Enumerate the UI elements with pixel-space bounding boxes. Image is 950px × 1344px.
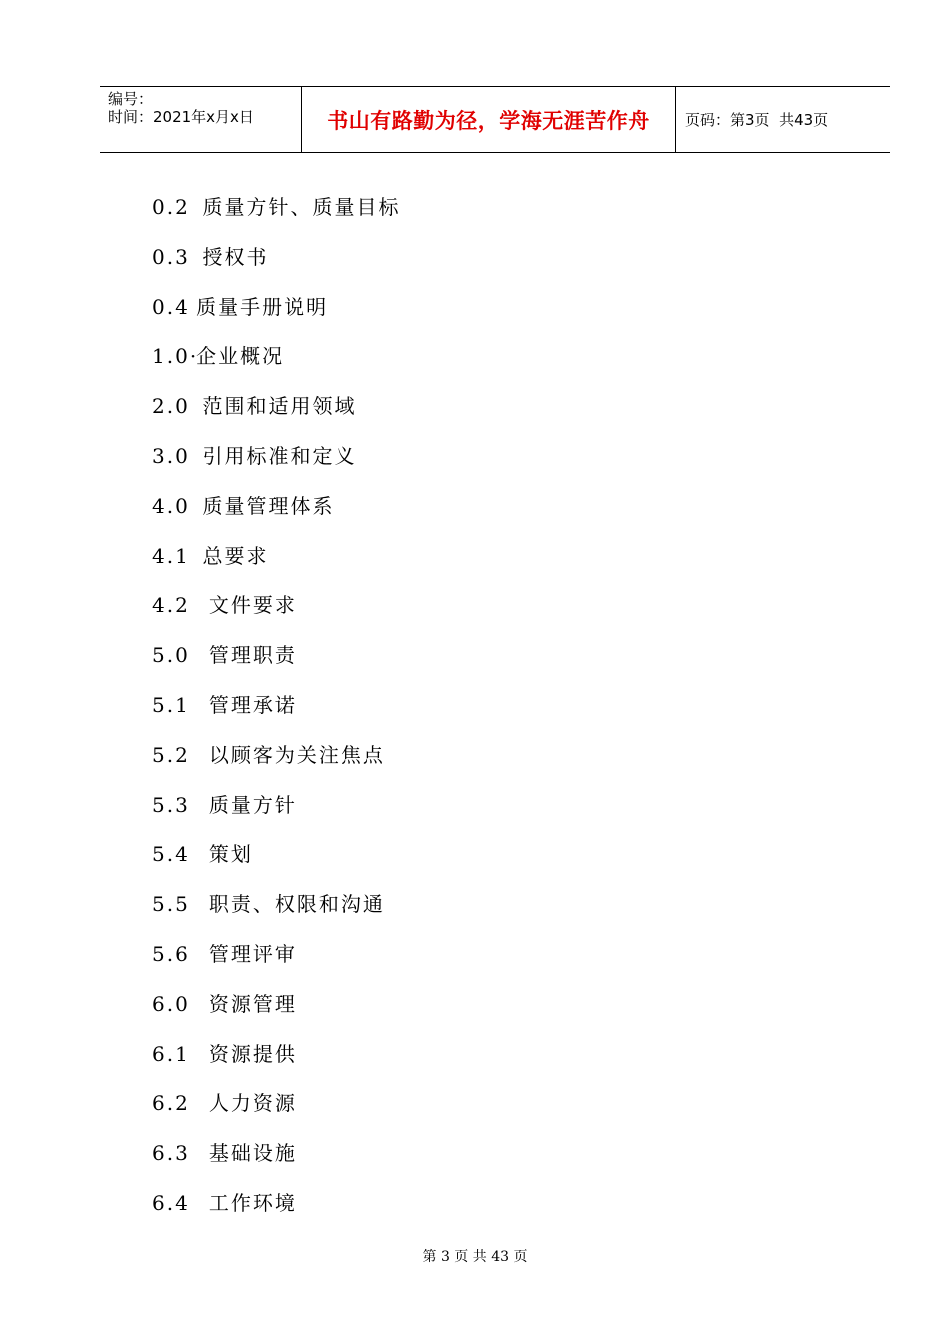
toc-entry-title: 质量方针 bbox=[208, 792, 297, 817]
toc-entry-number: 5.4 bbox=[152, 842, 190, 867]
toc-entry-number: 6.1 bbox=[152, 1041, 190, 1066]
toc-entry bbox=[152, 1034, 401, 1084]
toc-entry-separator bbox=[190, 444, 203, 468]
toc-entry-title: 质量手册说明 bbox=[196, 294, 329, 319]
toc-entry-separator: · bbox=[189, 344, 197, 369]
toc-entry bbox=[152, 386, 401, 436]
page-footer: 第 3 页 共 43 页 bbox=[422, 1249, 528, 1265]
toc-entry-separator bbox=[190, 992, 209, 1016]
toc-entry-separator bbox=[190, 593, 209, 617]
toc-entry-separator bbox=[190, 1042, 209, 1066]
toc-entry bbox=[152, 585, 401, 635]
toc-entry-number: 1.0 bbox=[152, 344, 190, 369]
toc-entry-title: 资源管理 bbox=[208, 991, 297, 1016]
toc-entry-number: 5.3 bbox=[152, 792, 190, 817]
toc-entry-number: 5.2 bbox=[152, 742, 190, 767]
toc-entry bbox=[152, 735, 401, 785]
toc-entry-separator bbox=[190, 394, 203, 418]
toc-entry bbox=[152, 237, 401, 287]
page-header bbox=[100, 86, 890, 153]
header-meta bbox=[108, 90, 254, 126]
toc-entry-title: 授权书 bbox=[202, 244, 269, 269]
toc-entry-title: 文件要求 bbox=[208, 593, 297, 618]
toc-entry-separator bbox=[190, 842, 209, 866]
toc-entry-title: 总要求 bbox=[202, 543, 269, 568]
table-of-contents bbox=[152, 187, 401, 1233]
toc-entry-title: 策划 bbox=[208, 842, 253, 867]
toc-entry bbox=[152, 884, 401, 934]
toc-entry-separator bbox=[190, 195, 203, 219]
toc-entry-separator bbox=[190, 743, 209, 767]
toc-entry-number: 5.5 bbox=[152, 892, 190, 917]
toc-entry-number: 6.4 bbox=[152, 1190, 190, 1215]
toc-entry bbox=[152, 486, 401, 536]
toc-entry-number: 2.0 bbox=[152, 394, 190, 419]
toc-entry-title: 质量方针、质量目标 bbox=[202, 195, 401, 219]
toc-entry-separator bbox=[190, 693, 209, 717]
document-time-label: 时间：2021年x月x日 bbox=[108, 108, 254, 126]
toc-entry bbox=[152, 635, 401, 685]
document-number-label: 编号： bbox=[108, 90, 154, 108]
toc-entry bbox=[152, 287, 401, 337]
toc-entry-number: 5.1 bbox=[152, 692, 190, 717]
toc-entry bbox=[152, 685, 401, 735]
toc-entry-separator bbox=[190, 245, 203, 269]
toc-entry-number: 4.0 bbox=[152, 493, 190, 518]
toc-entry bbox=[152, 1183, 401, 1233]
toc-entry-separator bbox=[190, 793, 209, 817]
toc-entry bbox=[152, 934, 401, 984]
header-motto: 书山有路勤为径，学海无涯苦作舟 bbox=[327, 108, 650, 133]
toc-entry-title: 企业概况 bbox=[196, 344, 285, 369]
toc-entry bbox=[152, 187, 401, 237]
toc-entry-number: 4.2 bbox=[152, 593, 190, 618]
toc-entry-separator bbox=[190, 1091, 209, 1115]
toc-entry-number: 4.1 bbox=[152, 543, 190, 568]
toc-entry bbox=[152, 1133, 401, 1183]
toc-entry-separator bbox=[190, 892, 209, 916]
toc-entry-number: 0.2 bbox=[152, 195, 190, 219]
toc-entry-number: 0.4 bbox=[152, 294, 190, 319]
toc-entry bbox=[152, 436, 401, 486]
toc-entry-title: 职责、权限和沟通 bbox=[208, 892, 385, 917]
toc-entry-title: 引用标准和定义 bbox=[202, 443, 357, 468]
toc-entry-separator bbox=[190, 1141, 209, 1165]
header-page-info: 页码：第3页 共43页 bbox=[685, 111, 829, 129]
toc-entry bbox=[152, 785, 401, 835]
toc-entry bbox=[152, 984, 401, 1034]
toc-entry-title: 人力资源 bbox=[208, 1091, 297, 1116]
toc-entry-separator bbox=[190, 643, 209, 667]
toc-entry-title: 管理职责 bbox=[208, 643, 297, 668]
toc-entry-title: 基础设施 bbox=[208, 1141, 297, 1166]
toc-entry-title: 资源提供 bbox=[208, 1041, 297, 1066]
toc-entry-number: 6.2 bbox=[152, 1091, 190, 1116]
header-divider-right bbox=[675, 87, 676, 152]
toc-entry-number: 6.3 bbox=[152, 1141, 190, 1166]
toc-entry-number: 6.0 bbox=[152, 991, 190, 1016]
toc-entry-title: 质量管理体系 bbox=[202, 493, 335, 518]
toc-entry-separator bbox=[190, 544, 203, 568]
toc-entry-separator bbox=[190, 1191, 209, 1215]
toc-entry-title: 管理承诺 bbox=[208, 692, 297, 717]
toc-entry-number: 0.3 bbox=[152, 244, 190, 269]
toc-entry-title: 以顾客为关注焦点 bbox=[208, 742, 385, 767]
toc-entry-number: 5.0 bbox=[152, 643, 190, 668]
toc-entry-title: 范围和适用领域 bbox=[202, 394, 357, 419]
toc-entry-number: 3.0 bbox=[152, 443, 190, 468]
toc-entry-number: 5.6 bbox=[152, 941, 190, 966]
toc-entry bbox=[152, 336, 401, 386]
toc-entry-separator bbox=[190, 494, 203, 518]
toc-entry-title: 工作环境 bbox=[208, 1190, 297, 1215]
toc-entry bbox=[152, 834, 401, 884]
toc-entry bbox=[152, 1083, 401, 1133]
toc-entry-separator bbox=[190, 942, 209, 966]
toc-entry bbox=[152, 536, 401, 586]
toc-entry-title: 管理评审 bbox=[208, 941, 297, 966]
